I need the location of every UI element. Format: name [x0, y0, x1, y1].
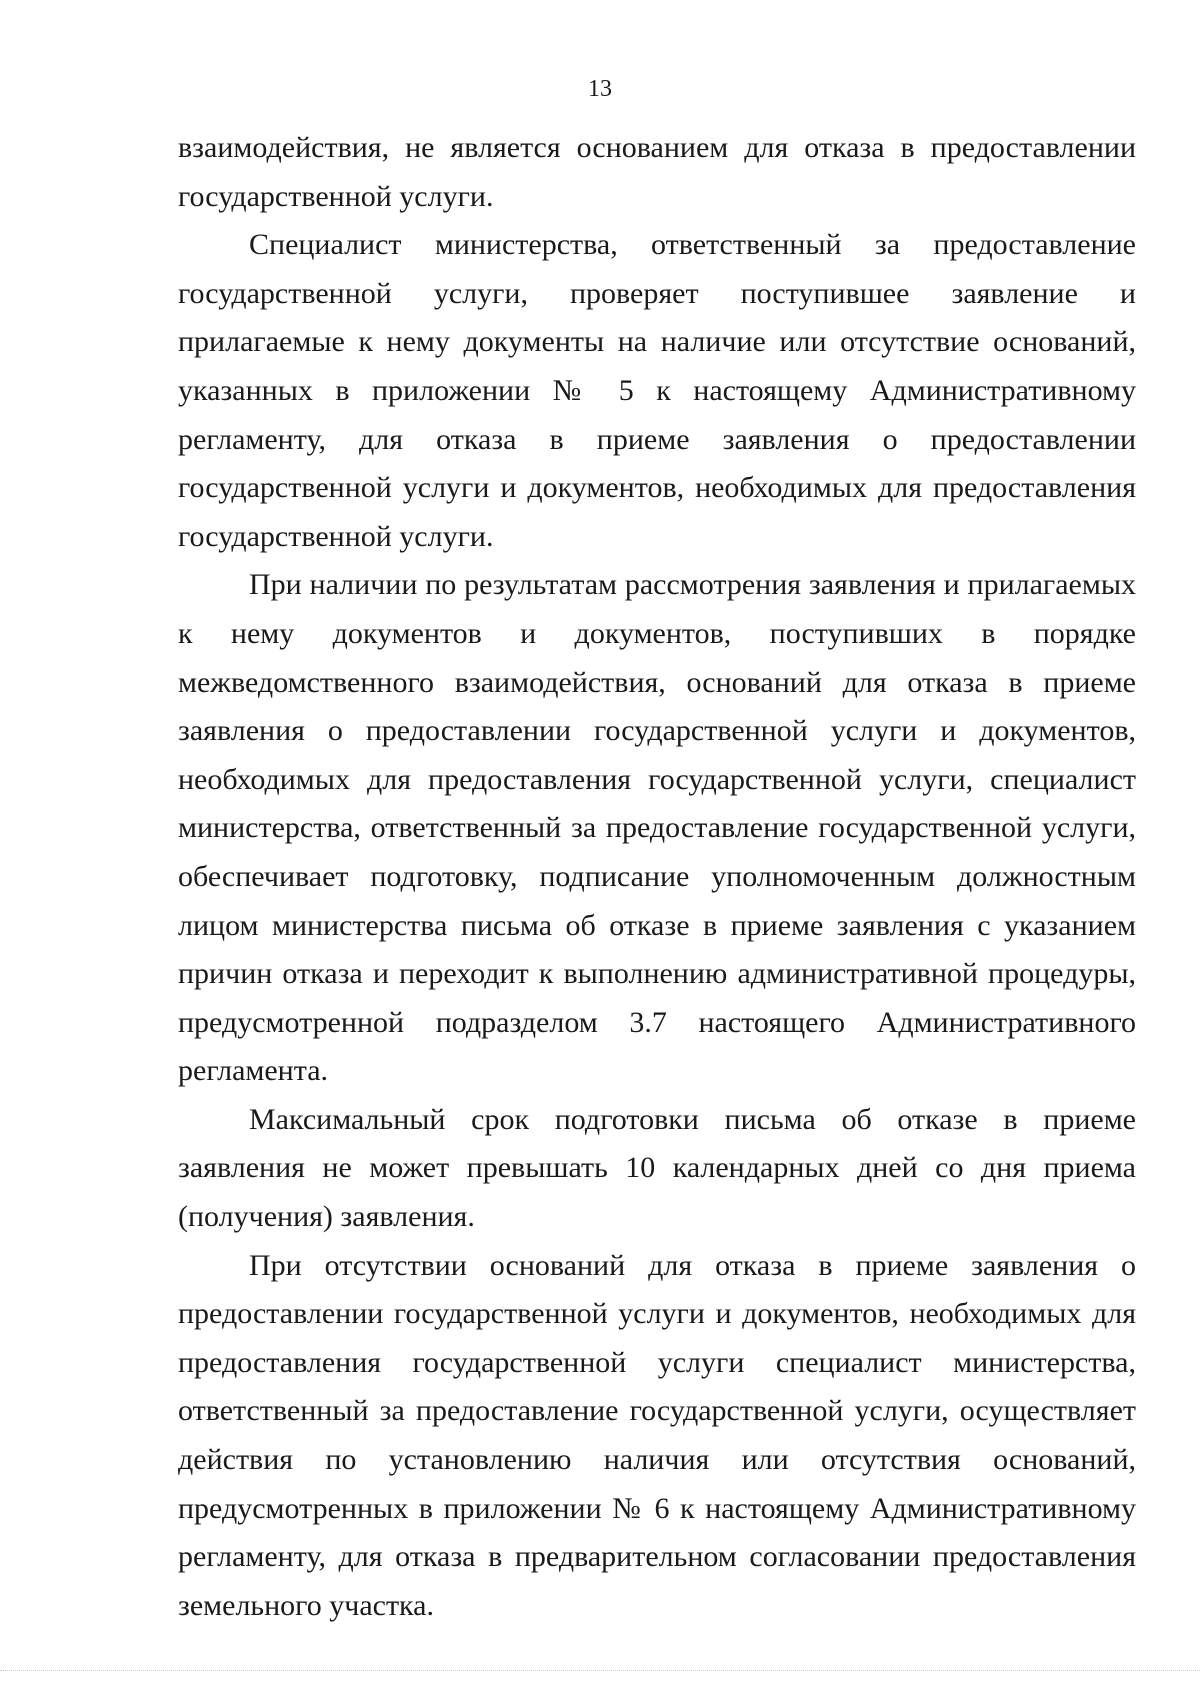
paragraph-continuation: взаимодействия, не является основанием для отказа в предоставлении государственной услуги. [178, 131, 1136, 213]
page-number: 13 [588, 76, 612, 102]
paragraph-specialist-review: Специалист министерства, ответственный за предоставление государственной услуги, проверяет поступившее заявление и прилагаемые к нему документы на наличие или отсутствие оснований, указанных в приложении № 5 к настоящему Административному регламенту, для отказа в приеме заявления о предоставлении государственной услуги и документов, необходимых для предоставления государственной услуги. [178, 228, 1136, 553]
document-body [178, 124, 1136, 1630]
paragraph-no-refusal-grounds: При отсутствии оснований для отказа в приеме заявления о предоставлении государственной услуги и документов, необходимых для предоставления государственной услуги специалист министерства, ответственный за предоставление государственной услуги, осуществляет действия по установлению наличия или отсутствия оснований, предусмотренных в приложении № 6 к настоящему Административному регламенту, для отказа в предварительном согласовании предоставления земельного участка. [178, 1248, 1136, 1622]
scan-edge-artifact [0, 1670, 1200, 1672]
paragraph-refusal-grounds: При наличии по результатам рассмотрения заявления и прилагаемых к нему документов и документов, поступивших в порядке межведомственного взаимодействия, оснований для отказа в приеме заявления о предоставлении государственной услуги и документов, необходимых для предоставления государственной услуги, специалист министерства, ответственный за предоставление государственной услуги, обеспечивает подготовку, подписание уполномоченным должностным лицом министерства письма об отказе в приеме заявления с указанием причин отказа и переходит к выполнению административной процедуры, предусмотренной подразделом 3.7 настоящего Административного регламента. [178, 568, 1136, 1088]
paragraph-max-term: Максимальный срок подготовки письма об отказе в приеме заявления не может превышать 10 календарных дней со дня приема (получения) заявления. [178, 1102, 1136, 1234]
